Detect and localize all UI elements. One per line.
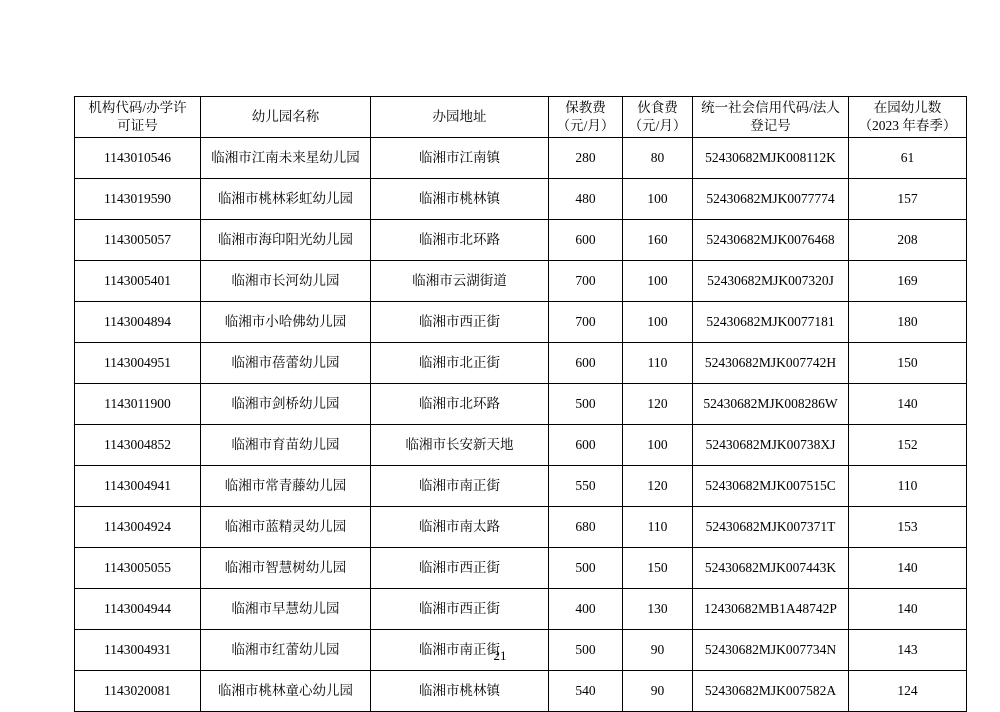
cell-license-code: 1143019590 <box>75 179 201 220</box>
cell-license-code: 1143004852 <box>75 425 201 466</box>
cell-enrollment: 140 <box>849 548 967 589</box>
cell-kindergarten-name: 临湘市育苗幼儿园 <box>201 425 371 466</box>
cell-license-code: 1143004894 <box>75 302 201 343</box>
cell-credit-code: 52430682MJK0077181 <box>693 302 849 343</box>
cell-meal-fee: 100 <box>623 302 693 343</box>
column-header-license-code <box>75 97 201 138</box>
cell-enrollment: 208 <box>849 220 967 261</box>
cell-meal-fee: 100 <box>623 261 693 302</box>
cell-kindergarten-name: 临湘市常青藤幼儿园 <box>201 466 371 507</box>
cell-license-code: 1143010546 <box>75 138 201 179</box>
kindergarten-fee-table-container <box>74 96 957 712</box>
cell-license-code: 1143004931 <box>75 630 201 671</box>
column-header-meal-fee-line1: 伙食费 <box>637 99 678 115</box>
cell-meal-fee: 100 <box>623 425 693 466</box>
cell-address: 临湘市北正街 <box>371 343 549 384</box>
cell-kindergarten-name: 临湘市桃林彩虹幼儿园 <box>201 179 371 220</box>
cell-meal-fee: 100 <box>623 179 693 220</box>
cell-address: 临湘市北环路 <box>371 384 549 425</box>
cell-meal-fee: 160 <box>623 220 693 261</box>
cell-license-code: 1143004951 <box>75 343 201 384</box>
cell-tuition-fee: 480 <box>549 179 623 220</box>
cell-enrollment: 140 <box>849 384 967 425</box>
column-header-tuition-fee-line2: （元/月） <box>556 118 615 133</box>
cell-license-code: 1143005401 <box>75 261 201 302</box>
cell-meal-fee: 80 <box>623 138 693 179</box>
cell-credit-code: 12430682MB1A48742P <box>693 589 849 630</box>
cell-address: 临湘市桃林镇 <box>371 179 549 220</box>
table-row <box>75 302 967 343</box>
cell-address: 临湘市西正街 <box>371 302 549 343</box>
cell-enrollment: 110 <box>849 466 967 507</box>
table-header-row <box>75 97 967 138</box>
cell-credit-code: 52430682MJK007371T <box>693 507 849 548</box>
table-row <box>75 220 967 261</box>
cell-kindergarten-name: 临湘市江南未来星幼儿园 <box>201 138 371 179</box>
cell-meal-fee: 90 <box>623 671 693 712</box>
column-header-credit-code-line2: 登记号 <box>750 118 791 133</box>
column-header-enrollment-line2: （2023 年春季） <box>858 118 957 133</box>
cell-kindergarten-name: 临湘市长河幼儿园 <box>201 261 371 302</box>
column-header-credit-code-line1: 统一社会信用代码/法人 <box>701 99 840 115</box>
cell-kindergarten-name: 临湘市红蕾幼儿园 <box>201 630 371 671</box>
column-header-address <box>371 97 549 138</box>
cell-tuition-fee: 600 <box>549 425 623 466</box>
cell-enrollment: 150 <box>849 343 967 384</box>
cell-meal-fee: 110 <box>623 343 693 384</box>
cell-meal-fee: 150 <box>623 548 693 589</box>
column-header-kindergarten-name-line1: 幼儿园名称 <box>251 108 320 124</box>
table-row <box>75 138 967 179</box>
cell-address: 临湘市南正街 <box>371 630 549 671</box>
cell-kindergarten-name: 临湘市蓓蕾幼儿园 <box>201 343 371 384</box>
cell-license-code: 1143004944 <box>75 589 201 630</box>
cell-enrollment: 169 <box>849 261 967 302</box>
column-header-enrollment <box>849 97 967 138</box>
table-header <box>75 97 967 138</box>
column-header-meal-fee-line2: （元/月） <box>628 118 687 133</box>
cell-enrollment: 143 <box>849 630 967 671</box>
cell-kindergarten-name: 临湘市小哈佛幼儿园 <box>201 302 371 343</box>
column-header-address-line1: 办园地址 <box>432 108 487 124</box>
cell-tuition-fee: 500 <box>549 384 623 425</box>
cell-credit-code: 52430682MJK0077774 <box>693 179 849 220</box>
cell-kindergarten-name: 临湘市早慧幼儿园 <box>201 589 371 630</box>
cell-enrollment: 153 <box>849 507 967 548</box>
cell-license-code: 1143020081 <box>75 671 201 712</box>
cell-credit-code: 52430682MJK007443K <box>693 548 849 589</box>
column-header-tuition-fee-line1: 保教费 <box>565 99 606 115</box>
cell-tuition-fee: 600 <box>549 343 623 384</box>
cell-license-code: 1143004924 <box>75 507 201 548</box>
table-row <box>75 343 967 384</box>
column-header-tuition-fee <box>549 97 623 138</box>
cell-credit-code: 52430682MJK008112K <box>693 138 849 179</box>
cell-address: 临湘市长安新天地 <box>371 425 549 466</box>
cell-address: 临湘市南太路 <box>371 507 549 548</box>
cell-kindergarten-name: 临湘市海印阳光幼儿园 <box>201 220 371 261</box>
cell-meal-fee: 110 <box>623 507 693 548</box>
cell-tuition-fee: 500 <box>549 630 623 671</box>
table-row <box>75 548 967 589</box>
cell-address: 临湘市江南镇 <box>371 138 549 179</box>
table-row <box>75 425 967 466</box>
table-row <box>75 671 967 712</box>
cell-credit-code: 52430682MJK007515C <box>693 466 849 507</box>
column-header-license-code-line1: 机构代码/办学许 <box>88 99 187 115</box>
cell-address: 临湘市西正街 <box>371 589 549 630</box>
cell-kindergarten-name: 临湘市智慧树幼儿园 <box>201 548 371 589</box>
table-row <box>75 261 967 302</box>
cell-enrollment: 180 <box>849 302 967 343</box>
cell-license-code: 1143011900 <box>75 384 201 425</box>
cell-kindergarten-name: 临湘市剑桥幼儿园 <box>201 384 371 425</box>
cell-address: 临湘市西正街 <box>371 548 549 589</box>
cell-meal-fee: 120 <box>623 466 693 507</box>
cell-credit-code: 52430682MJK007320J <box>693 261 849 302</box>
column-header-license-code-line2: 可证号 <box>117 118 158 133</box>
cell-credit-code: 52430682MJK007582A <box>693 671 849 712</box>
table-body <box>75 138 967 712</box>
cell-enrollment: 157 <box>849 179 967 220</box>
cell-tuition-fee: 280 <box>549 138 623 179</box>
cell-tuition-fee: 400 <box>549 589 623 630</box>
cell-credit-code: 52430682MJK007742H <box>693 343 849 384</box>
cell-address: 临湘市北环路 <box>371 220 549 261</box>
cell-tuition-fee: 700 <box>549 261 623 302</box>
cell-credit-code: 52430682MJK0076468 <box>693 220 849 261</box>
cell-credit-code: 52430682MJK00738XJ <box>693 425 849 466</box>
cell-tuition-fee: 500 <box>549 548 623 589</box>
cell-enrollment: 61 <box>849 138 967 179</box>
cell-credit-code: 52430682MJK007734N <box>693 630 849 671</box>
cell-tuition-fee: 700 <box>549 302 623 343</box>
table-row <box>75 179 967 220</box>
cell-tuition-fee: 600 <box>549 220 623 261</box>
table-row <box>75 507 967 548</box>
page-number: 21 <box>493 648 507 663</box>
column-header-kindergarten-name <box>201 97 371 138</box>
cell-address: 临湘市云湖街道 <box>371 261 549 302</box>
column-header-meal-fee <box>623 97 693 138</box>
table-row <box>75 384 967 425</box>
cell-address: 临湘市南正街 <box>371 466 549 507</box>
cell-license-code: 1143004941 <box>75 466 201 507</box>
cell-kindergarten-name: 临湘市桃林童心幼儿园 <box>201 671 371 712</box>
table-row <box>75 466 967 507</box>
cell-tuition-fee: 550 <box>549 466 623 507</box>
column-header-enrollment-line1: 在园幼儿数 <box>873 99 942 115</box>
cell-address: 临湘市桃林镇 <box>371 671 549 712</box>
table-row <box>75 589 967 630</box>
cell-meal-fee: 120 <box>623 384 693 425</box>
cell-kindergarten-name: 临湘市蓝精灵幼儿园 <box>201 507 371 548</box>
cell-enrollment: 140 <box>849 589 967 630</box>
cell-tuition-fee: 540 <box>549 671 623 712</box>
cell-license-code: 1143005055 <box>75 548 201 589</box>
cell-license-code: 1143005057 <box>75 220 201 261</box>
cell-meal-fee: 90 <box>623 630 693 671</box>
kindergarten-fee-table <box>74 96 967 712</box>
cell-tuition-fee: 680 <box>549 507 623 548</box>
column-header-credit-code <box>693 97 849 138</box>
cell-enrollment: 124 <box>849 671 967 712</box>
cell-meal-fee: 130 <box>623 589 693 630</box>
cell-enrollment: 152 <box>849 425 967 466</box>
cell-credit-code: 52430682MJK008286W <box>693 384 849 425</box>
